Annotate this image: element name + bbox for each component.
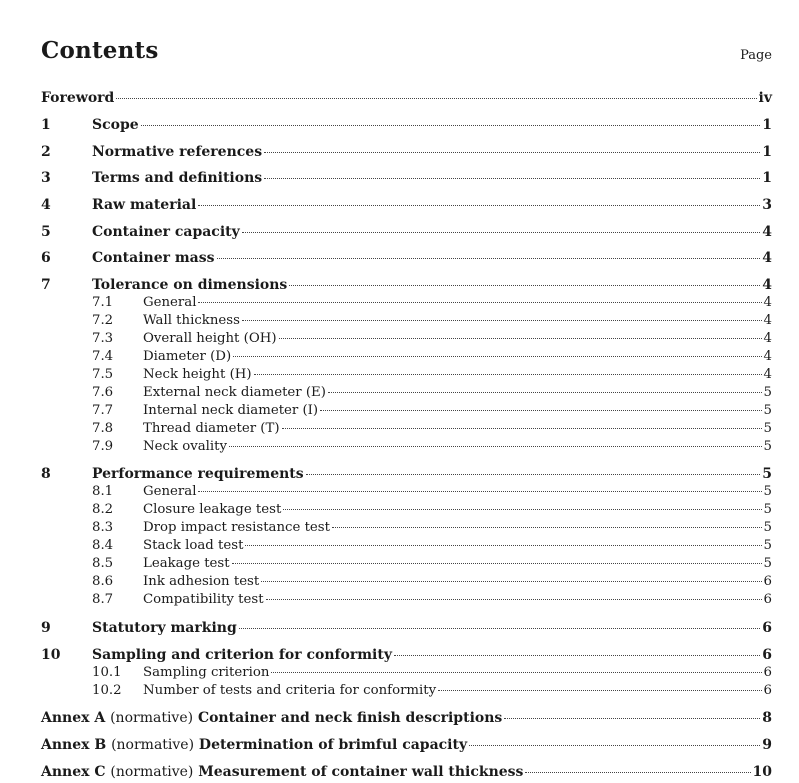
toc-label: Overall height (OH) [143,331,277,346]
dot-leader [229,446,761,447]
toc-page: 6 [763,683,772,698]
toc-entry-7-1[interactable] [41,295,772,310]
dot-leader [271,672,761,673]
toc-label: Neck height (H) [143,367,252,382]
dot-leader [254,374,762,375]
toc-entry-10[interactable] [41,647,772,663]
annex-title: Measurement of container wall thickness [198,764,524,780]
toc-entry-5[interactable] [41,224,772,240]
toc-page: 4 [763,367,772,382]
toc-number: 1 [41,117,51,133]
dot-leader [279,338,762,339]
toc-page: 5 [763,439,772,454]
toc-number: 7 [41,277,51,293]
dot-leader [198,205,760,206]
annex-type: (normative) [111,737,195,753]
toc-label: Container capacity [92,224,240,240]
dot-leader [282,428,762,429]
toc-entry-3[interactable] [41,170,772,186]
dot-leader [245,545,761,546]
toc-entry-8-5[interactable] [41,556,772,571]
dot-leader [283,509,761,510]
toc-page: 4 [762,250,772,266]
dot-leader [264,152,760,153]
toc-number: 9 [41,620,51,636]
toc-page: 8 [762,710,772,726]
toc-label: General [143,484,197,499]
annex-type: (normative) [110,710,194,726]
toc-label: Compatibility test [143,592,264,607]
toc-entry-10-1[interactable] [41,665,772,680]
toc-number: 8 [41,466,51,482]
toc-entry-7[interactable] [41,277,772,293]
toc-entry-annex-b[interactable] [41,737,772,753]
toc-page: 5 [763,538,772,553]
toc-number: 8.2 [92,502,114,517]
toc-page: 5 [762,466,772,482]
toc-label: Scope [92,117,139,133]
dot-leader [306,474,761,475]
dot-leader [261,581,761,582]
toc-entry-annex-a[interactable] [41,710,772,726]
toc-label: Drop impact resistance test [143,520,330,535]
toc-entry-6[interactable] [41,250,772,266]
toc-number: 7.9 [92,439,114,454]
dot-leader [525,772,750,773]
toc-entry-8-3[interactable] [41,520,772,535]
page-column-label: Page [740,48,772,63]
toc-number: 7.8 [92,421,114,436]
toc-number: 7.4 [92,349,114,364]
toc-label: Closure leakage test [143,502,282,517]
toc-label: Neck ovality [143,439,228,454]
toc-number: 8.6 [92,574,114,589]
toc-label: Statutory marking [92,620,237,636]
dot-leader [232,563,762,564]
toc-entry-8-4[interactable] [41,538,772,553]
toc-page: iv [758,90,772,106]
page-title: Contents [41,37,159,64]
toc-number: 8.7 [92,592,114,607]
dot-leader [289,285,760,286]
toc-number: 7.7 [92,403,114,418]
toc-number: 7.5 [92,367,114,382]
toc-label: Diameter (D) [143,349,232,364]
toc-entry-10-2[interactable] [41,683,772,698]
toc-number: 7.1 [92,295,114,310]
toc-page: 5 [763,421,772,436]
toc-label: Number of tests and criteria for conformity [143,683,437,698]
annex-title: Container and neck finish descriptions [197,710,503,726]
dot-leader [242,232,760,233]
dot-leader [328,392,762,393]
toc-page: 10 [752,764,772,780]
toc-label: Foreword [41,90,115,106]
toc-number: 7.2 [92,313,114,328]
toc-entry-9[interactable] [41,620,772,636]
toc-number: 5 [41,224,51,240]
toc-entry-8[interactable] [41,466,772,482]
toc-label: Thread diameter (T) [143,421,280,436]
toc-label: Ink adhesion test [143,574,260,589]
toc-label: Performance requirements [92,466,304,482]
toc-number: 4 [41,197,51,213]
toc-entry-7-4[interactable] [41,349,772,364]
toc-label: External neck diameter (E) [143,385,326,400]
toc-number: 10 [41,647,61,663]
dot-leader [141,125,761,126]
annex-prefix: Annex C [41,764,106,780]
toc-entry-7-3[interactable] [41,331,772,346]
toc-page: 6 [763,665,772,680]
toc-number: 10.1 [92,665,122,680]
dot-leader [394,655,760,656]
toc-label: Raw material [92,197,197,213]
toc-label: Container mass [92,250,215,266]
toc-entry-2[interactable] [41,144,772,160]
toc-page: 5 [763,520,772,535]
toc-entry-7-8[interactable] [41,421,772,436]
annex-heading [41,710,502,726]
annex-prefix: Annex B [41,737,107,753]
annex-heading [41,737,467,753]
toc-entry-7-7[interactable] [41,403,772,418]
toc-label: Sampling criterion [143,665,270,680]
annex-prefix: Annex A [41,710,106,726]
toc-page: 6 [763,574,772,589]
dot-leader [320,410,761,411]
toc-page: 6 [763,592,772,607]
dot-leader [469,745,760,746]
toc-page: 4 [763,349,772,364]
toc-number: 8.3 [92,520,114,535]
annex-type: (normative) [110,764,194,780]
toc-entry-8-2[interactable] [41,502,772,517]
toc-label: Leakage test [143,556,230,571]
toc-number: 8.5 [92,556,114,571]
dot-leader [116,98,756,99]
toc-entry-foreword[interactable] [41,90,772,106]
toc-entry-7-2[interactable] [41,313,772,328]
toc-entry-4[interactable] [41,197,772,213]
toc-page: 1 [762,144,772,160]
toc-label: Tolerance on dimensions [92,277,288,293]
toc-label: Sampling and criterion for conformity [92,647,392,663]
annex-heading [41,764,523,780]
toc-entry-8-1[interactable] [41,484,772,499]
toc-page: 4 [763,295,772,310]
dot-leader [504,718,760,719]
toc-page: 6 [762,620,772,636]
toc-label: Stack load test [143,538,244,553]
toc-entry-7-6[interactable] [41,385,772,400]
dot-leader [264,178,760,179]
toc-page: 4 [763,313,772,328]
toc-page: 4 [763,331,772,346]
toc-number: 7.6 [92,385,114,400]
toc-page: 5 [763,403,772,418]
toc-number: 6 [41,250,51,266]
toc-label: Wall thickness [143,313,240,328]
toc-entry-annex-c[interactable] [41,764,772,780]
dot-leader [266,599,762,600]
toc-number: 8.1 [92,484,114,499]
annex-title: Determination of brimful capacity [198,737,468,753]
toc-page: 1 [762,117,772,133]
toc-entry-7-9[interactable] [41,439,772,454]
toc-label: Internal neck diameter (I) [143,403,319,418]
toc-number: 10.2 [92,683,122,698]
toc-label: General [143,295,197,310]
toc-page: 4 [762,224,772,240]
dot-leader [239,628,761,629]
toc-page: 5 [763,484,772,499]
toc-page: 5 [763,385,772,400]
toc-page: 3 [762,197,772,213]
toc-page: 4 [762,277,772,293]
toc-label: Terms and definitions [92,170,263,186]
toc-label: Normative references [92,144,263,160]
toc-entry-8-7[interactable] [41,592,772,607]
toc-entry-7-5[interactable] [41,367,772,382]
dot-leader [233,356,761,357]
toc-page: 1 [762,170,772,186]
dot-leader [438,690,761,691]
toc-page: 5 [763,556,772,571]
toc-page: 9 [762,737,772,753]
toc-number: 8.4 [92,538,114,553]
dot-leader [332,527,762,528]
dot-leader [198,302,761,303]
dot-leader [198,491,761,492]
toc-number: 2 [41,144,51,160]
dot-leader [242,320,762,321]
toc-page: 5 [763,502,772,517]
toc-entry-1[interactable] [41,117,772,133]
toc-number: 7.3 [92,331,114,346]
toc-number: 3 [41,170,51,186]
toc-entry-8-6[interactable] [41,574,772,589]
toc-page: 6 [762,647,772,663]
dot-leader [217,258,761,259]
